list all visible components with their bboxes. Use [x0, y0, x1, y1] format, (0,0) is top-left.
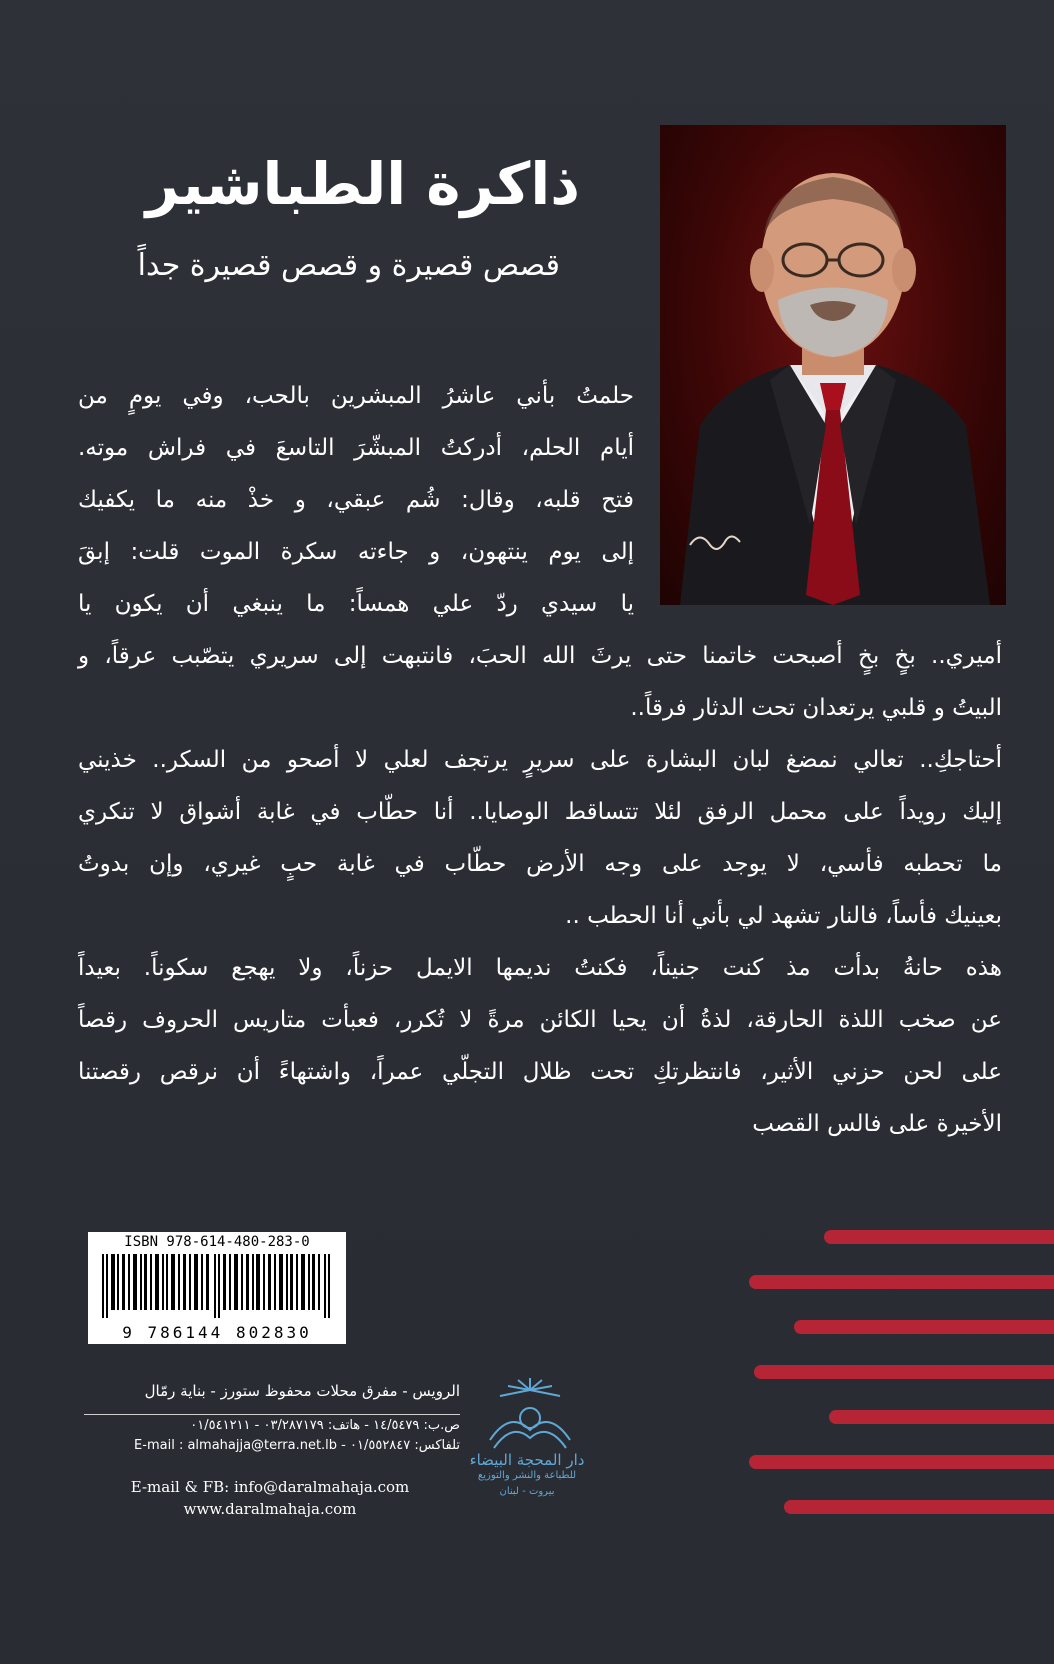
blurb-line: إلى يوم ينتهون، و جاءته سكرة الموت قلت: إبقَ — [78, 539, 634, 565]
publisher-location: بيروت - لبنان — [499, 1486, 555, 1497]
publisher-fax: تلفاكس: ٠١/٥٥٢٨٤٧ - E-mail : almahajja@terra.net.lb — [134, 1438, 460, 1453]
book-title: ذاكرة الطباشير — [145, 150, 580, 218]
isbn-label: ISBN 978-614-480-283-0 — [124, 1234, 310, 1250]
publisher-phone: ص.ب: ١٤/٥٤٧٩ - هاتف: ٠٣/٢٨٧١٧٩ - ٠١/٥٤١٢١١ — [190, 1418, 460, 1433]
author-photo — [660, 125, 1006, 605]
barcode-bars-icon — [102, 1254, 334, 1318]
blurb-line: البيتُ و قلبي يرتعدان تحت الدثار فرقاً.. — [630, 695, 1002, 721]
blurb-line: الأخيرة على فالس القصب — [752, 1111, 1002, 1137]
blurb-line: أحتاجكِ.. تعالي نمضغ لبان البشارة على سريرٍ يرتجف لعلي لا أصحو من السكر.. خذيني — [78, 747, 1002, 773]
blurb-line: إليك رويداً على محمل الرفق لئلا تتساقط الوصايا.. أنا حطّاب في غابة أشواق لا تنكري — [78, 799, 1002, 825]
address-divider — [84, 1414, 460, 1415]
publisher-logo-label — [462, 1452, 592, 1500]
blurb-line: على لحن حزني الأثير، فانتظرتكِ تحت ظلال التجلّي عمراً، واشتهاءً أن نرقص رقصتنا — [78, 1059, 1002, 1085]
blurb-line: عن صخب اللذة الحارقة، لذةُ أن يحيا الكائن مرةً لا تُكرر، فعبأت متاريس الحروف رقصاً — [78, 1007, 1002, 1033]
isbn-number: 9 786144 802830 — [122, 1323, 312, 1342]
blurb-line: ما تحطبه فأسي، لا يوجد على وجه الأرض حطّاب في غابة حبٍ غيري، وإن بدوتُ — [78, 851, 1002, 877]
blurb-line: هذه حانةُ بدأت مذ كنت جنيناً، فكنتُ نديمها الايمل حزناً، ولا يهجع سكوناً. بعيداً — [78, 955, 1002, 981]
publisher-email: E-mail & FB: info@daralmahaja.com — [130, 1478, 410, 1496]
decorative-stripe — [794, 1320, 1054, 1334]
decorative-stripe — [749, 1275, 1054, 1289]
blurb-line: حلمتُ بأني عاشرُ المبشرين بالحب، وفي يومٍ من — [78, 383, 634, 409]
author-portrait-illustration — [660, 125, 1006, 605]
blurb-line: فتح قلبه، وقال: شُم عبقي، و خذْ منه ما يكفيك — [78, 487, 634, 513]
blurb-line: يا سيدي ردّ علي همساً: ما ينبغي أن يكون يا — [78, 591, 634, 617]
blurb-lower — [78, 630, 1002, 1150]
publisher-name: دار المحجة البيضاء — [469, 1451, 585, 1469]
blurb-line: بعينيك فأساً، فالنار تشهد لي بأني أنا الحطب .. — [565, 903, 1002, 929]
book-subtitle: قصص قصيرة و قصص قصيرة جداً — [137, 248, 560, 283]
decorative-stripe — [784, 1500, 1054, 1514]
publisher-website: www.daralmahaja.com — [183, 1500, 357, 1518]
isbn-barcode — [88, 1232, 346, 1344]
blurb-line: أميري.. بخٍ بخٍ أصبحت خاتمنا حتى يرثَ الله الحبَ، فانتبهت إلى سريري يتصّبب عرقاً، و — [78, 643, 1002, 669]
blurb-line: أيام الحلم، أدركتُ المبشّرَ التاسعَ في فراش موته. — [78, 435, 634, 461]
publisher-address: الرويس - مفرق محلات محفوظ ستورز - بناية رمّال — [144, 1382, 460, 1400]
blurb-upper — [78, 370, 634, 630]
publisher-tagline: للطباعة والنشر والتوزيع — [477, 1470, 577, 1481]
decorative-stripe — [749, 1455, 1054, 1469]
decorative-stripe — [824, 1230, 1054, 1244]
decorative-stripe — [829, 1410, 1054, 1424]
decorative-stripe — [754, 1365, 1054, 1379]
